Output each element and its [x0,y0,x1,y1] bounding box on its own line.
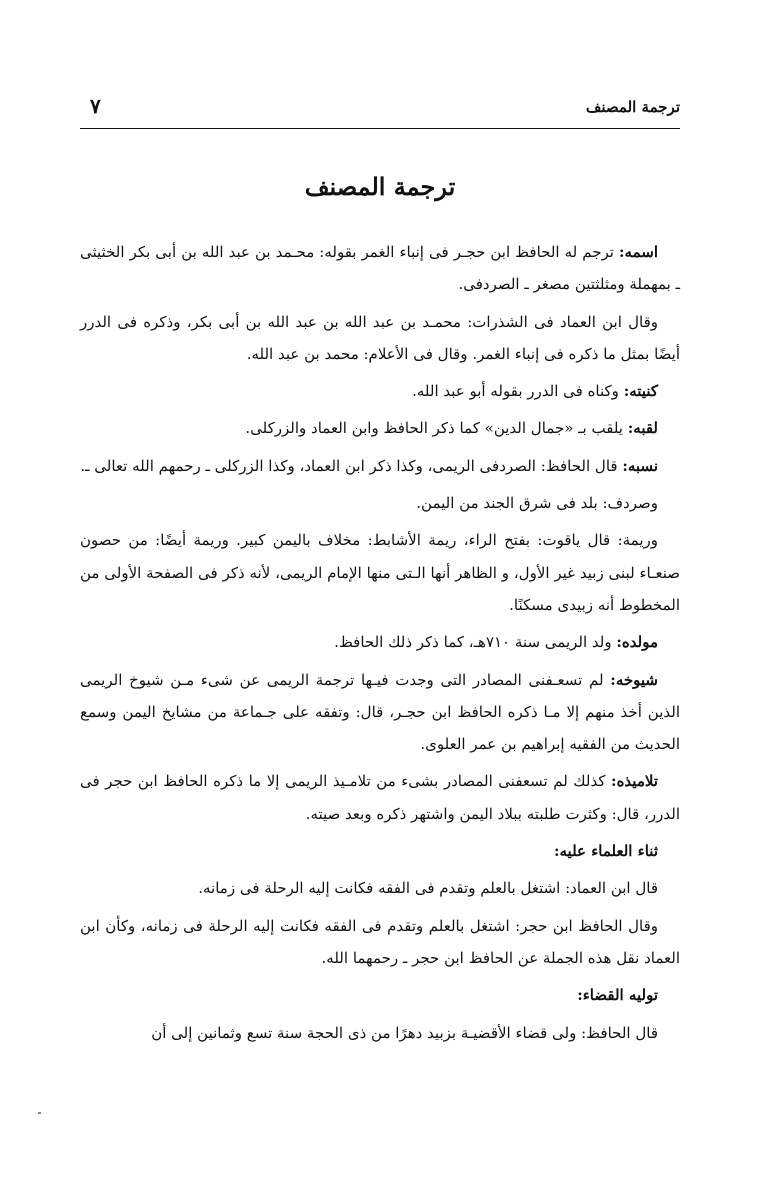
paragraph-birth [80,626,680,658]
paragraph-shadharat [80,306,680,371]
paragraph-judiciary: قال الحافظ: ولى قضاء الأقضيـة بزبيد دهرًا من ذى الحجة سنة تسع وثمانين إلى أن [151,1023,658,1042]
running-header [80,92,680,129]
paragraph-students [80,765,680,830]
paragraph-teachers [80,664,680,761]
paragraph-text: وكناه فى الدرر بقوله أبو عبد الله. [412,382,624,401]
paragraph-text: كذلك لم تسعفنى المصادر بشىء من تلامـيذ الريمى إلا ما ذكره الحافظ ابن حجر فى الدرر، قال: وكثرت طلبته ببلاد اليمن واشتهر ذكره وبعد صيته. [80,772,680,823]
paragraph-text: وقال ابن العماد فى الشذرات: محمـد بن عبد الله بن عبد الله بن أبى بكر، وذكره فى الدرر أيضًا بمثل ما ذكره فى إنباء الغمر. وقال فى الأعلام: محمد بن عبد الله. [80,312,680,363]
paragraph-text: وصردف: بلد فى شرق الجند من اليمن. [416,494,658,513]
paragraph-laqab [80,412,680,444]
term-label: مولده: [616,633,658,652]
running-title: ترجمة المصنف [585,98,680,116]
paragraph-text: وريمة: قال ياقوت: بفتح الراء، ريمة الأشابط: مخلاف باليمن كبير. وريمة أيضًا: من حصون صنعـاء لبنى زبيد غير الأول، و الظاهر أنها الـتى منها الإمام الريمى، لأنه ذكر فى الصفحة الأولى من المخطوط أنه زبيدى مسكنًا. [80,531,680,614]
chapter-title: ترجمة المصنف [304,172,456,201]
paragraph-text: يلقب بـ «جمال الدين» كما ذكر الحافظ وابن العماد والزركلى. [245,419,628,438]
page-number: ٧ [90,94,101,118]
term-label: شيوخه: [610,670,658,689]
paragraph-ibn-imad: قال ابن العماد: اشتغل بالعلم وتقدم فى الفقه فكانت إليه الرحلة فى زمانه. [198,879,658,898]
paragraph-nasab [80,450,680,482]
paragraph-sardaf [80,487,680,519]
term-label: اسمه: [619,243,658,261]
paragraph-kunya [80,375,680,407]
paragraph-text: لم تسعـفنى المصادر التى وجدت فيـها ترجمة الريمى عن شىء مـن شيوخ الريمى الذين أخذ منهم إلا مـا ذكره الحافظ ابن حجـر، قال: وتفقه على جـماعة من مشايخ اليمن وسمع الحديث من الفقيه إبراهيم بن عمر العلوى. [80,670,680,754]
paragraph-text: قال الحافظ: الصردفى الريمى، وكذا ذكر ابن العماد، وكذا الزركلى ـ رحمهم الله تعالى ـ. [80,456,623,475]
paragraph-ibn-hajar: وقال الحافظ ابن حجر: اشتغل بالعلم وتقدم فى الفقه فكانت إليه الرحلة فى زمانه، وكأن ابن العماد نقل هذه الجملة عن الحافظ ابن حجر ـ رحمهما الله. [80,916,680,967]
section-heading-judiciary: توليه القضاء: [577,986,658,1005]
term-label: نسبه: [622,456,658,475]
margin-mark [38,1112,41,1114]
paragraph-name [80,236,680,301]
paragraph-text: ولد الريمى سنة ٧١٠هـ، كما ذكر ذلك الحافظ. [334,633,617,652]
term-label: لقبه: [627,419,658,438]
term-label: كنيته: [623,382,658,401]
paragraph-text: ترجم له الحافظ ابن حجـر فى إنباء الغمر بقوله: محـمد بن عبد الله بن أبى بكر الخثيثى ـ بمهملة ومثلثتين مصغر ـ الصردفى. [80,243,680,294]
paragraph-rayma [80,524,680,621]
section-heading-scholars-praise: ثناء العلماء عليه: [553,842,658,861]
term-label: تلاميذه: [611,772,658,791]
body-text [80,236,680,1054]
